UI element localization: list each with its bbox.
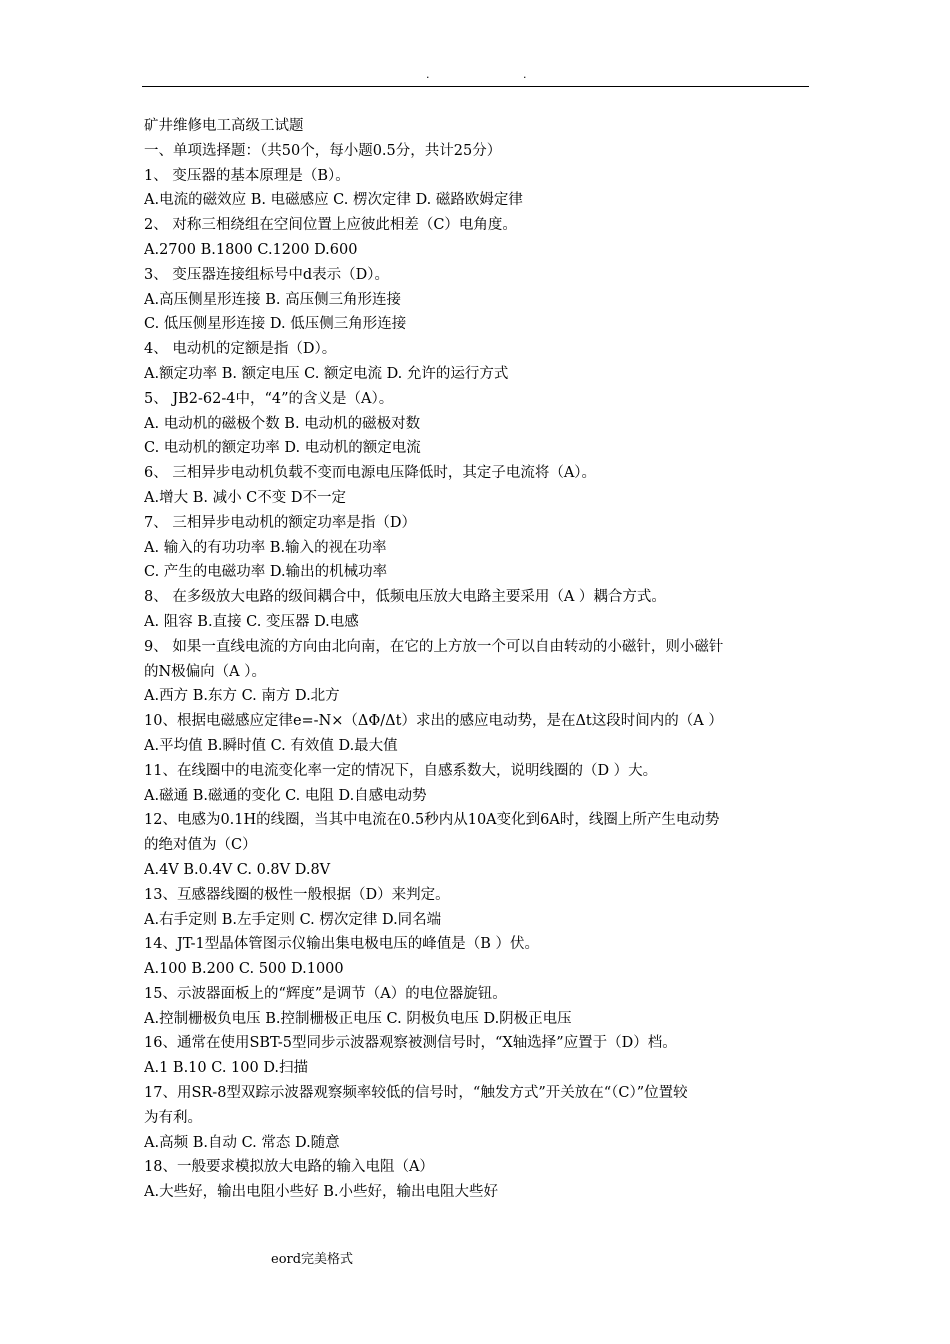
question-line: 8、 在多级放大电路的级间耦合中，低频电压放大电路主要采用（A ）耦合方式。 xyxy=(144,589,666,606)
question-line: 10、根据电磁感应定律e=-N×（ΔΦ/Δt）求出的感应电动势，是在Δt这段时间内的（A ） xyxy=(144,713,723,730)
question-line: 3、 变压器连接组标号中d表示（D）。 xyxy=(144,266,389,283)
question-line: 7、 三相异步电动机的额定功率是指（D） xyxy=(144,514,416,531)
question-line: A. 阻容 B.直接 C. 变压器 D.电感 xyxy=(144,613,359,630)
section-heading: 一、单项选择题：（共50个，每小题0.5分，共计25分） xyxy=(144,142,502,159)
question-line: A.磁通 B.磁通的变化 C. 电阻 D.自感电动势 xyxy=(144,787,427,804)
question-line: 的绝对值为（C） xyxy=(144,837,257,854)
question-line: 15、示波器面板上的“辉度”是调节（A）的电位器旋钮。 xyxy=(144,985,507,1002)
question-line: 17、用SR-8型双踪示波器观察频率较低的信号时，“触发方式”开关放在“（C）”位置较 xyxy=(144,1085,688,1102)
question-line: 2、 对称三相绕组在空间位置上应彼此相差（C）电角度。 xyxy=(144,217,517,234)
question-line: A.大些好，输出电阻小些好 B.小些好，输出电阻大些好 xyxy=(144,1184,498,1201)
question-line: A.1 B.10 C. 100 D.扫描 xyxy=(144,1060,309,1077)
question-line: A.100 B.200 C. 500 D.1000 xyxy=(144,961,344,978)
question-line: 的N极偏向（A ）。 xyxy=(144,663,267,680)
footer-text: eord完美格式 xyxy=(271,1252,354,1267)
question-line: A.增大 B. 减小 C不变 D不一定 xyxy=(144,489,347,506)
question-line: A.4V B.0.4V C. 0.8V D.8V xyxy=(144,861,331,878)
question-line: C. 电动机的额定功率 D. 电动机的额定电流 xyxy=(144,440,421,457)
header-dot-right: . xyxy=(523,68,527,81)
question-line: A.控制栅极负电压 B.控制栅极正电压 C. 阴极负电压 D.阴极正电压 xyxy=(144,1010,572,1027)
header-dot-left: . xyxy=(426,68,430,81)
question-line: 9、 如果一直线电流的方向由北向南，在它的上方放一个可以自由转动的小磁针，则小磁针 xyxy=(144,638,724,655)
question-line: 为有利。 xyxy=(144,1109,202,1126)
question-line: 5、 JB2-62-4中，“4”的含义是（A）。 xyxy=(144,390,394,407)
question-line: C. 产生的电磁功率 D.输出的机械功率 xyxy=(144,564,388,581)
question-line: 14、JT-1型晶体管图示仪输出集电极电压的峰值是（B ）伏。 xyxy=(144,936,539,953)
question-line: 16、通常在使用SBT-5型同步示波器观察被测信号时，“X轴选择”应置于（D）档。 xyxy=(144,1035,677,1052)
question-line: A.右手定则 B.左手定则 C. 楞次定律 D.同名端 xyxy=(144,911,442,928)
question-line: 11、在线圈中的电流变化率一定的情况下，自感系数大，说明线圈的（D ）大。 xyxy=(144,762,658,779)
question-line: 6、 三相异步电动机负载不变而电源电压降低时，其定子电流将（A）。 xyxy=(144,465,597,482)
question-line: A.平均值 B.瞬时值 C. 有效值 D.最大值 xyxy=(144,737,398,754)
question-line: 18、一般要求模拟放大电路的输入电阻（A） xyxy=(144,1159,434,1176)
header-dots xyxy=(142,68,809,84)
question-line: C. 低压侧星形连接 D. 低压侧三角形连接 xyxy=(144,316,407,333)
question-list xyxy=(144,164,810,1205)
question-line: A. 电动机的磁极个数 B. 电动机的磁极对数 xyxy=(144,415,421,432)
document-body xyxy=(144,114,810,1205)
header-rule xyxy=(142,86,809,87)
question-line: 13、互感器线圈的极性一般根据（D）来判定。 xyxy=(144,886,450,903)
question-line: 4、 电动机的定额是指（D）。 xyxy=(144,341,337,358)
question-line: A.高压侧星形连接 B. 高压侧三角形连接 xyxy=(144,291,402,308)
question-line: 1、 变压器的基本原理是（B）。 xyxy=(144,167,350,184)
question-line: A.2700 B.1800 C.1200 D.600 xyxy=(144,241,358,258)
question-line: A.电流的磁效应 B. 电磁感应 C. 楞次定律 D. 磁路欧姆定律 xyxy=(144,192,523,209)
question-line: A.西方 B.东方 C. 南方 D.北方 xyxy=(144,688,340,705)
question-line: A.高频 B.自动 C. 常态 D.随意 xyxy=(144,1134,340,1151)
question-line: 12、电感为0.1H的线圈，当其中电流在0.5秒内从10A变化到6A时，线圈上所产生电动势 xyxy=(144,812,720,829)
question-line: A. 输入的有功功率 B.输入的视在功率 xyxy=(144,539,387,556)
document-title: 矿井维修电工高级工试题 xyxy=(144,118,304,134)
question-line: A.额定功率 B. 额定电压 C. 额定电流 D. 允许的运行方式 xyxy=(144,365,509,382)
